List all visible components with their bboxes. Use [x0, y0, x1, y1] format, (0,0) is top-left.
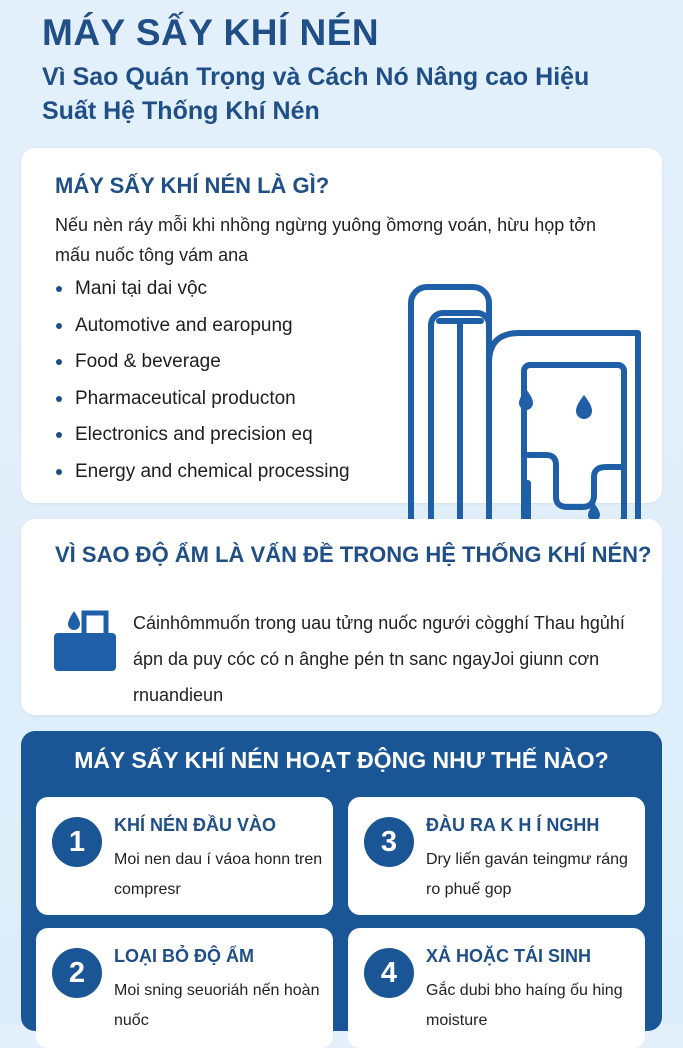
application-item: Food & beverage — [55, 347, 350, 384]
page-subtitle: Vì Sao Quán Trọng và Cách Nó Nâng cao Hiệu Suất Hệ Thống Khí Nén — [42, 63, 590, 125]
step-text: Gắc dubi bho haíng ốu hing moisture — [426, 982, 623, 1029]
step-card-2 — [36, 928, 333, 1048]
what-is-heading: MÁY SẤY KHÍ NÉN LÀ GÌ? — [55, 173, 330, 198]
step-title: KHÍ NÉN ĐẦU VÀO — [114, 815, 277, 835]
water-leak-pipe-icon — [54, 609, 126, 673]
step-title: LOẠI BỎ ĐỘ ẨM — [114, 946, 254, 966]
how-it-works-panel — [21, 731, 662, 1031]
step-title: ĐÀU RA K H Í NGHH — [426, 815, 600, 835]
why-moisture-card — [21, 519, 662, 715]
step-number: 2 — [52, 948, 102, 998]
application-item: Automotive and earopung — [55, 311, 350, 348]
how-it-works-heading: MÁY SẤY KHÍ NÉN HOẠT ĐỘNG NHƯ THẾ NÀO? — [74, 747, 609, 773]
step-card-3 — [348, 797, 645, 915]
step-text: Dry liến gaván teingmư ráng ro phuế gop — [426, 851, 628, 898]
why-moisture-text: Cáinhômmuốn trong uau tửng nuốc ngưới cògghí Thau hgủhí ápn da puy cóc có n ânghe pén tn sanc ngayJoi giunn cơn rnuandieun — [133, 613, 625, 705]
step-text: Moi nen dau í váoa honn tren compresr — [114, 851, 323, 898]
why-moisture-heading: VÌ SAO ĐỘ ẨM LÀ VẤN ĐỀ TRONG HỆ THỐNG KHÍ NÉN? — [55, 542, 652, 567]
page-title: MÁY SẤY KHÍ NÉN — [42, 12, 380, 53]
step-card-1 — [36, 797, 333, 915]
step-number: 1 — [52, 817, 102, 867]
what-is-card — [21, 148, 662, 503]
application-item: Electronics and precision eq — [55, 420, 350, 457]
step-number: 4 — [364, 948, 414, 998]
application-item: Energy and chemical processing — [55, 457, 350, 494]
step-card-4 — [348, 928, 645, 1048]
application-item: Mani tại dai vộc — [55, 274, 350, 311]
what-is-intro: Nếu nèn ráy mỗi khi nhồng ngừng yuông ồmơng voán, hừu họp tởn mấu nuốc tông vám ana — [55, 215, 597, 265]
step-text: Moi sning seuoriáh nến hoàn nuốc — [114, 982, 320, 1029]
application-item: Pharmaceutical producton — [55, 384, 350, 421]
step-number: 3 — [364, 817, 414, 867]
step-title: XẢ HOẶC TÁI SINH — [426, 946, 592, 966]
applications-list — [55, 274, 350, 493]
